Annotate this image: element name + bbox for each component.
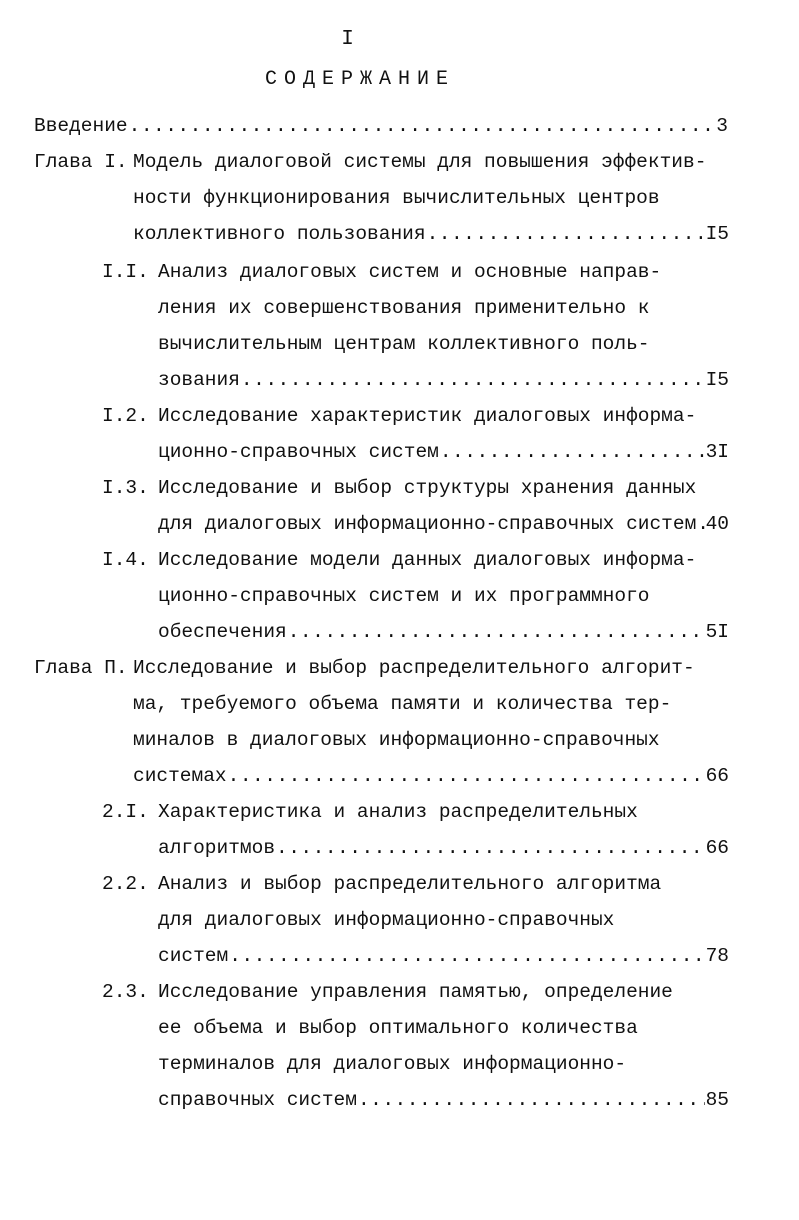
leader-dots [440, 434, 705, 470]
leader-dots [129, 108, 716, 144]
chapter-2-last-line [133, 758, 729, 794]
section-title-line: справочных систем [158, 1089, 357, 1111]
section-page: 85 [705, 1089, 729, 1111]
section-title-line: ционно-справочных систем [158, 441, 439, 463]
section-number: I.3. [102, 477, 149, 499]
leader-dots [276, 830, 705, 866]
section-title-line: Исследование модели данных диалоговых информа- [158, 549, 697, 571]
section-title-line: ее объема и выбор оптимального количества [158, 1017, 638, 1039]
chapter-1-last-line [133, 216, 729, 252]
section-page: 40 [705, 513, 729, 535]
section-last-line [158, 830, 729, 866]
section-last-line [158, 506, 729, 542]
leader-dots [228, 758, 705, 794]
chapter-1-title-line: Модель диалоговой системы для повышения эффектив- [133, 151, 707, 173]
section-title-line: Характеристика и анализ распределительных [158, 801, 638, 823]
section-number: 2.2. [102, 873, 149, 895]
section-last-line [158, 1082, 729, 1118]
section-last-line [158, 434, 729, 470]
section-number: I.2. [102, 405, 149, 427]
section-number: 2.I. [102, 801, 149, 823]
section-number: I.I. [102, 261, 149, 283]
section-number: 2.3. [102, 981, 149, 1003]
page-title: СОДЕРЖАНИЕ [264, 68, 456, 91]
chapter-2-title-line: системах [133, 765, 227, 787]
leader-dots [229, 938, 704, 974]
section-title-line: для диалоговых информационно-справочных систем [158, 513, 697, 535]
section-title-line: Исследование управления памятью, определение [158, 981, 673, 1003]
section-title-line: Анализ диалоговых систем и основные направ- [158, 261, 662, 283]
chapter-2-title-line: ма, требуемого объема памяти и количества тер- [133, 693, 672, 715]
section-last-line [158, 614, 729, 650]
leader-dots [358, 1082, 705, 1118]
section-title-line: для диалоговых информационно-справочных [158, 909, 615, 931]
toc-entry-intro-label: Введение [34, 115, 128, 137]
section-title-line: Анализ и выбор распределительного алгоритма [158, 873, 662, 895]
section-title-line: ления их совершенствования применительно к [158, 297, 650, 319]
leader-dots [288, 614, 705, 650]
chapter-2-title-line: миналов в диалоговых информационно-справочных [133, 729, 660, 751]
section-page: I5 [705, 369, 729, 391]
section-page: 78 [705, 945, 729, 967]
chapter-1-title-line: коллективного пользования [133, 223, 426, 245]
section-title-line: Исследование и выбор структуры хранения данных [158, 477, 697, 499]
section-page: 66 [705, 837, 729, 859]
section-title-line: Исследование характеристик диалоговых информа- [158, 405, 697, 427]
chapter-1-prefix: Глава I. [34, 151, 128, 173]
chapter-2-title-line: Исследование и выбор распределительного алгорит- [133, 657, 695, 679]
section-title-line: ционно-справочных систем и их программного [158, 585, 650, 607]
section-page: 3I [705, 441, 729, 463]
page-number: I [341, 28, 354, 51]
section-title-line: зования [158, 369, 240, 391]
toc-entry-intro-page: 3 [716, 115, 728, 137]
section-last-line [158, 938, 729, 974]
section-page: 5I [705, 621, 729, 643]
leader-dots [697, 506, 704, 542]
toc-entry-intro [34, 108, 728, 144]
chapter-1-page: I5 [705, 223, 729, 245]
chapter-2-prefix: Глава П. [34, 657, 128, 679]
chapter-2-page: 66 [705, 765, 729, 787]
section-title-line: систем [158, 945, 229, 967]
section-title-line: терминалов для диалоговых информационно- [158, 1053, 627, 1075]
section-title-line: вычислительным центрам коллективного поль- [158, 333, 650, 355]
chapter-1-title-line: ности функционирования вычислительных центров [133, 187, 660, 209]
leader-dots [427, 216, 705, 252]
section-last-line [158, 362, 729, 398]
leader-dots [241, 362, 705, 398]
section-number: I.4. [102, 549, 149, 571]
section-title-line: обеспечения [158, 621, 287, 643]
section-title-line: алгоритмов [158, 837, 276, 859]
